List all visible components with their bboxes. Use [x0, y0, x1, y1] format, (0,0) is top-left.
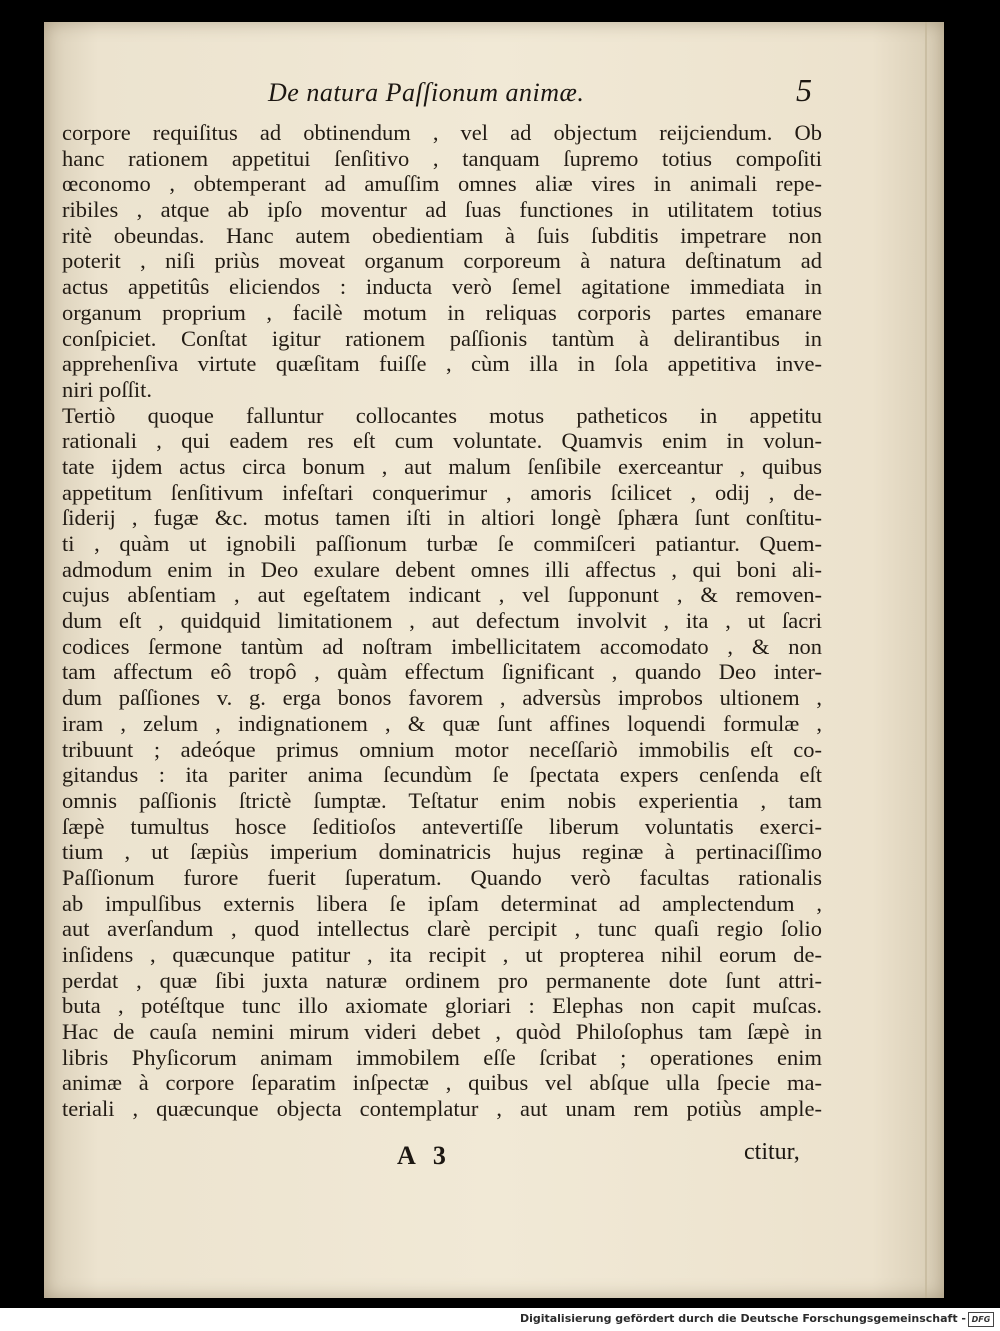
running-head: De natura Paſſionum animæ. [268, 78, 585, 107]
text-line: ab impulſibus externis libera ſe ipſam determinat ad amplectendum , [62, 890, 822, 916]
catchword: ctitur, [744, 1139, 800, 1165]
digitization-note: Digitalisierung gefördert durch die Deutsche Forschungsgemeinschaft - [519, 1312, 966, 1325]
text-line: teriali , quæcunque objecta contemplatur , aut unam rem potiùs ample- [62, 1096, 822, 1122]
text-line: apprehenſiva virtute quæſitam fuiſſe , cùm illa in ſola appetitiva inve- [62, 351, 822, 377]
text-line: admodum enim in Deo exulare debent omnes illi affectus , qui boni ali- [62, 556, 822, 582]
text-line: organum proprium , facilè motum in reliquas corporis partes emanare [62, 299, 822, 325]
text-line: ſæpè tumultus hosce ſeditioſos antevertiſſe liberum voluntatis exerci- [62, 813, 822, 839]
text-line: Paſſionum furore fuerit ſuperatum. Quando verò facultas rationalis [62, 864, 822, 890]
text-line: animæ à corpore ſeparatim inſpectæ , quibus vel abſque ulla ſpecie ma- [62, 1070, 822, 1096]
text-line: Tertiò quoque falluntur collocantes motus patheticos in appetitu [62, 402, 822, 428]
text-line: cujus abſentiam , aut egeſtatem indicant , vel ſupponunt , & removen- [62, 582, 822, 608]
text-line: tium , ut ſæpiùs imperium dominatricis hujus reginæ à pertinaciſſimo [62, 839, 822, 865]
text-line: poterit , niſi priùs moveat organum corporeum à natura deſtinatum ad [62, 248, 822, 274]
text-line: actus appetitûs eliciendos : inducta verò ſemel agitatione immediata in [62, 274, 822, 300]
text-line: ribiles , atque ab ipſo moventur ad ſuas functiones in utilitatem totius [62, 197, 822, 223]
signature-mark: A 3 [397, 1141, 452, 1170]
text-line: œconomo , obtemperant ad amuſſim omnes aliæ vires in animali repe- [62, 171, 822, 197]
text-line: gitandus : ita pariter anima ſecundùm ſe ſpectata expers cenſenda eſt [62, 762, 822, 788]
text-line: perdat , quæ ſibi juxta naturæ ordinem pro permanente dote ſunt attri- [62, 967, 822, 993]
text-line: niri poſſit. [62, 376, 152, 402]
text-line: Hac de cauſa nemini mirum videri debet , quòd Philoſophus tam ſæpè in [62, 1019, 822, 1045]
text-line: ſiderij , fugæ &c. motus tamen iſti in altiori longè ſphæra ſunt conſtitu- [62, 505, 822, 531]
text-line: dum paſſiones v. g. erga bonos favorem , adversùs improbos ultionem , [62, 685, 822, 711]
text-line: ritè obeundas. Hanc autem obedientiam à ſuis ſubditis impetrare non [62, 222, 822, 248]
text-line: corpore requiſitus ad obtinendum , vel ad objectum reijciendum. Ob [62, 120, 822, 145]
text-line: omnis paſſionis ſtrictè ſumptæ. Teſtatur enim nobis experientia , tam [62, 787, 822, 813]
page-edge [925, 22, 927, 1298]
text-line: tribuunt ; adeóque primus omnium motor neceſſariò immobilis eſt co- [62, 736, 822, 762]
text-line: aut averſandum , quod intellectus clarè percipit , tunc quaſi regio ſolio [62, 916, 822, 942]
text-line: codices ſermone tantùm ad noſtram imbellicitatem accomodato , & non [62, 633, 822, 659]
page-number: 5 [796, 72, 812, 108]
dfg-logo: DFG [968, 1312, 994, 1327]
digitization-footer [0, 1308, 1000, 1331]
text-line: dum eſt , quidquid limitationem , aut defectum involvit , ita , ut ſacri [62, 608, 822, 634]
text-line: hanc rationem appetitui ſenſitivo , tanquam ſupremo totius compoſiti [62, 145, 822, 171]
text-line: conſpiciet. Conſtat igitur rationem paſſionis tantùm à delirantibus in [62, 325, 822, 351]
text-line: buta , potéſtque tunc illo axiomate gloriari : Elephas non capit muſcas. [62, 993, 822, 1019]
body-text [62, 120, 822, 1122]
text-line: libris Phyſicorum animam immobilem eſſe ſcribat ; operationes enim [62, 1044, 822, 1070]
text-line: inſidens , quæcunque patitur , ita recipit , ut propterea nihil eorum de- [62, 942, 822, 967]
text-line: appetitum ſenſitivum infeſtari conquerimur , amoris ſcilicet , odij , de- [62, 479, 822, 505]
text-line: ti , quàm ut ignobili paſſionum turbæ ſe commiſceri patiantur. Quem- [62, 531, 822, 556]
text-line: tam affectum eô tropô , quàm effectum ſignificant , quando Deo inter- [62, 659, 822, 685]
text-line: iram , zelum , indignationem , & quæ ſunt affines loquendi formulæ , [62, 710, 822, 736]
text-line: tate ijdem actus circa bonum , aut malum ſenſibile exerceantur , quibus [62, 453, 822, 479]
text-line: rationali , qui eadem res eſt cum voluntate. Quamvis enim in volun- [62, 428, 822, 454]
